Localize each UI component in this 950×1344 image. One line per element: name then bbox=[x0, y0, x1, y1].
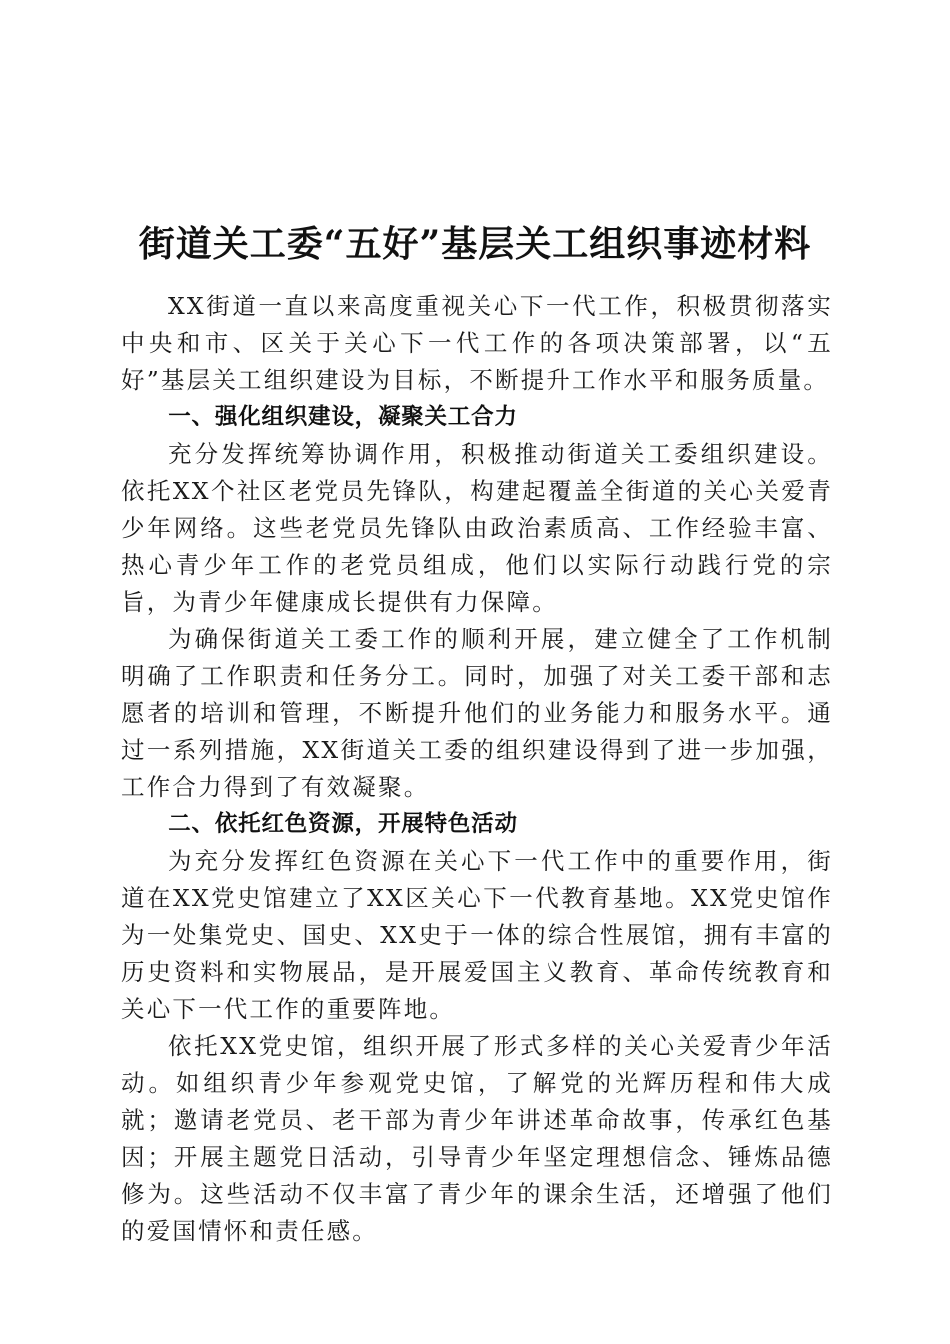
section-1-paragraph-1: 充分发挥统筹协调作用，积极推动街道关工委组织建设。依托XX个社区老党员先锋队，构建起覆盖全街道的关心关爱青少年网络。这些老党员先锋队由政治素质高、工作经验丰富、热心青少年工作的老党员组成，他们以实际行动践行党的宗旨，为青少年健康成长提供有力保障。 bbox=[121, 440, 833, 616]
section-2-paragraph-2: 依托XX党史馆，组织开展了形式多样的关心关爱青少年活动。如组织青少年参观党史馆，了解党的光辉历程和伟大成就；邀请老党员、老干部为青少年讲述革命故事，传承红色基因；开展主题党日活动，引导青少年坚定理想信念、锤炼品德修为。这些活动不仅丰富了青少年的课余生活，还增强了他们的爱国情怀和责任感。 bbox=[121, 1032, 833, 1245]
section-heading-1: 一、强化组织建设，凝聚关工合力 bbox=[168, 404, 518, 430]
document-title: 街道关工委“五好”基层关工组织事迹材料 bbox=[138, 223, 812, 266]
section-2-paragraph-1: 为充分发挥红色资源在关心下一代工作中的重要作用，街道在XX党史馆建立了XX区关心下一代教育基地。XX党史馆作为一处集党史、国史、XX史于一体的综合性展馆，拥有丰富的历史资料和实物展品，是开展爱国主义教育、革命传统教育和关心下一代工作的重要阵地。 bbox=[121, 847, 833, 1023]
section-heading-2: 二、依托红色资源，开展特色活动 bbox=[168, 811, 518, 837]
intro-paragraph: XX街道一直以来高度重视关心下一代工作，积极贯彻落实中央和市、区关于关心下一代工作的各项决策部署，以“五好”基层关工组织建设为目标，不断提升工作水平和服务质量。 bbox=[121, 292, 833, 394]
document-body bbox=[121, 288, 833, 1250]
section-1-paragraph-2: 为确保街道关工委工作的顺利开展，建立健全了工作机制明确了工作职责和任务分工。同时，加强了对关工委干部和志愿者的培训和管理，不断提升他们的业务能力和服务水平。通过一系列措施，XX街道关工委的组织建设得到了进一步加强，工作合力得到了有效凝聚。 bbox=[121, 625, 833, 801]
